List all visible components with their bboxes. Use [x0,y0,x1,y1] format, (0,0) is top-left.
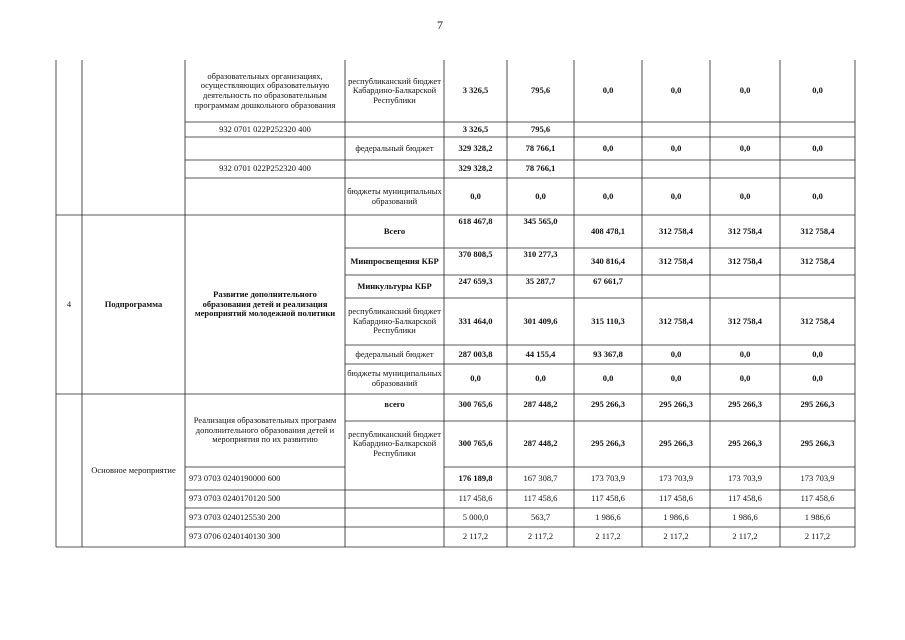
value-cell: 2 117,2 [462,531,489,542]
value-cell: 3 326,5 [462,85,489,96]
value-cell: 117 458,6 [523,493,558,504]
item-type: Основное мероприятие [91,464,176,475]
value-cell: 329 328,2 [458,163,493,174]
source-label: всего [384,399,405,409]
value-cell: 287 448,2 [523,399,558,409]
source-label: бюджеты муниципальных образований [347,368,442,388]
event-name: Реализация образовательных программ дополнительного образования детей и мероприятия по их развитию [193,415,337,445]
value-cell: 312 758,4 [728,225,762,236]
value-cell: 117 458,6 [728,493,762,504]
budget-code: 932 0701 022P252320 400 [219,123,311,134]
value-cell: 312 758,4 [800,315,835,326]
value-cell: 563,7 [530,511,551,522]
value-cell: 329 328,2 [458,142,493,153]
value-cell: 295 266,3 [728,438,762,449]
value-cell: 0,0 [670,373,682,384]
value-cell: 0,0 [739,85,751,96]
value-cell: 0,0 [739,373,751,384]
value-cell: 370 808,5 [458,249,493,259]
value-cell: 247 659,3 [458,276,493,286]
source-label: федеральный бюджет [355,348,434,359]
value-cell: 0,0 [812,190,823,201]
value-cell: 331 464,0 [458,315,493,326]
value-cell: 0,0 [470,190,481,201]
subprogram-name: Развитие дополнительного образования детей и реализация мероприятий молодежной политики [194,289,336,319]
value-cell: 0,0 [602,190,614,201]
source-label: республиканский бюджет Кабардино-Балкарской Республики [348,428,441,458]
value-cell: 310 277,3 [523,249,558,259]
budget-code: 973 0703 0240125530 200 [189,511,281,522]
budget-code: 973 0703 0240190000 600 [189,472,281,483]
value-cell: 117 458,6 [591,493,625,504]
budget-code: 973 0706 0240140130 300 [189,531,281,542]
value-cell: 0,0 [812,142,823,153]
source-label: Всего [383,225,406,236]
value-cell: 312 758,4 [659,315,693,326]
value-cell: 117 458,6 [659,493,693,504]
value-cell: 295 266,3 [659,399,693,409]
value-cell: 295 266,3 [591,438,625,449]
value-cell: 0,0 [812,348,823,359]
value-cell: 78 766,1 [525,142,556,153]
value-cell: 312 758,4 [800,225,835,236]
value-cell: 173 703,9 [800,472,835,483]
value-cell: 1 986,6 [732,511,758,522]
value-cell: 0,0 [739,142,751,153]
source-label: республиканский бюджет Кабардино-Балкарской Республики [348,306,441,336]
value-cell: 67 661,7 [593,276,623,286]
value-cell: 0,0 [812,373,823,384]
value-cell: 3 326,5 [462,123,489,134]
budget-code: 932 0701 022P252320 400 [219,163,311,174]
value-cell: 0,0 [670,190,682,201]
value-cell: 0,0 [670,85,682,96]
value-cell: 0,0 [739,348,751,359]
value-cell: 2 117,2 [663,531,689,542]
value-cell: 35 287,7 [525,276,556,286]
value-cell: 117 458,6 [458,493,493,504]
page-number: 7 [437,18,443,32]
value-cell: 312 758,4 [728,255,762,266]
value-cell: 176 189,8 [458,472,493,483]
value-cell: 408 478,1 [591,225,625,236]
value-cell: 0,0 [535,373,546,384]
source-label: бюджеты муниципальных образований [347,185,442,206]
value-cell: 2 117,2 [527,531,554,542]
value-cell: 287 448,2 [523,438,558,449]
value-cell: 295 266,3 [659,438,693,449]
source-label: республиканский бюджет Кабардино-Балкарской Республики [348,75,441,105]
source-label: Минпросвещения КБР [350,255,439,266]
value-cell: 167 308,7 [523,472,558,483]
item-type: Подпрограмма [104,298,163,309]
value-cell: 1 986,6 [804,511,831,522]
value-cell: 287 003,8 [458,348,493,359]
source-label: федеральный бюджет [355,142,434,153]
budget-code: 973 0703 0240170120 500 [189,493,281,504]
value-cell: 312 758,4 [659,255,693,266]
event-description: образовательных организациях, осуществляющих образовательную деятельность по образовательным программам дошкольного образования [194,70,336,110]
value-cell: 1 986,6 [663,511,689,522]
value-cell: 173 703,9 [591,472,625,483]
value-cell: 295 266,3 [800,438,835,449]
value-cell: 312 758,4 [728,315,762,326]
value-cell: 78 766,1 [525,163,556,174]
value-cell: 0,0 [602,373,614,384]
value-cell: 312 758,4 [659,225,693,236]
value-cell: 44 155,4 [525,348,556,359]
value-cell: 0,0 [470,373,481,384]
value-cell: 2 117,2 [732,531,758,542]
value-cell: 300 765,6 [458,438,493,449]
value-cell: 1 986,6 [595,511,621,522]
value-cell: 0,0 [670,348,682,359]
value-cell: 301 409,6 [523,315,558,326]
value-cell: 173 703,9 [728,472,762,483]
value-cell: 345 565,0 [523,216,558,226]
value-cell: 2 117,2 [595,531,621,542]
value-cell: 295 266,3 [591,399,625,409]
value-cell: 117 458,6 [800,493,835,504]
value-cell: 5 000,0 [462,511,489,522]
value-cell: 93 367,8 [593,348,623,359]
value-cell: 295 266,3 [800,399,835,409]
value-cell: 795,6 [530,85,551,96]
value-cell: 618 467,8 [458,216,493,226]
value-cell: 312 758,4 [800,255,835,266]
value-cell: 2 117,2 [804,531,831,542]
value-cell: 0,0 [602,142,614,153]
value-cell: 173 703,9 [659,472,693,483]
value-cell: 0,0 [739,190,751,201]
row-number: 4 [66,298,72,309]
value-cell: 795,6 [530,123,551,134]
value-cell: 0,0 [602,85,614,96]
value-cell: 315 110,3 [591,315,625,326]
value-cell: 0,0 [812,85,823,96]
value-cell: 295 266,3 [728,399,762,409]
value-cell: 0,0 [535,190,546,201]
value-cell: 0,0 [670,142,682,153]
value-cell: 340 816,4 [591,255,625,266]
value-cell: 300 765,6 [458,399,493,409]
source-label: Минкультуры КБР [357,280,432,291]
